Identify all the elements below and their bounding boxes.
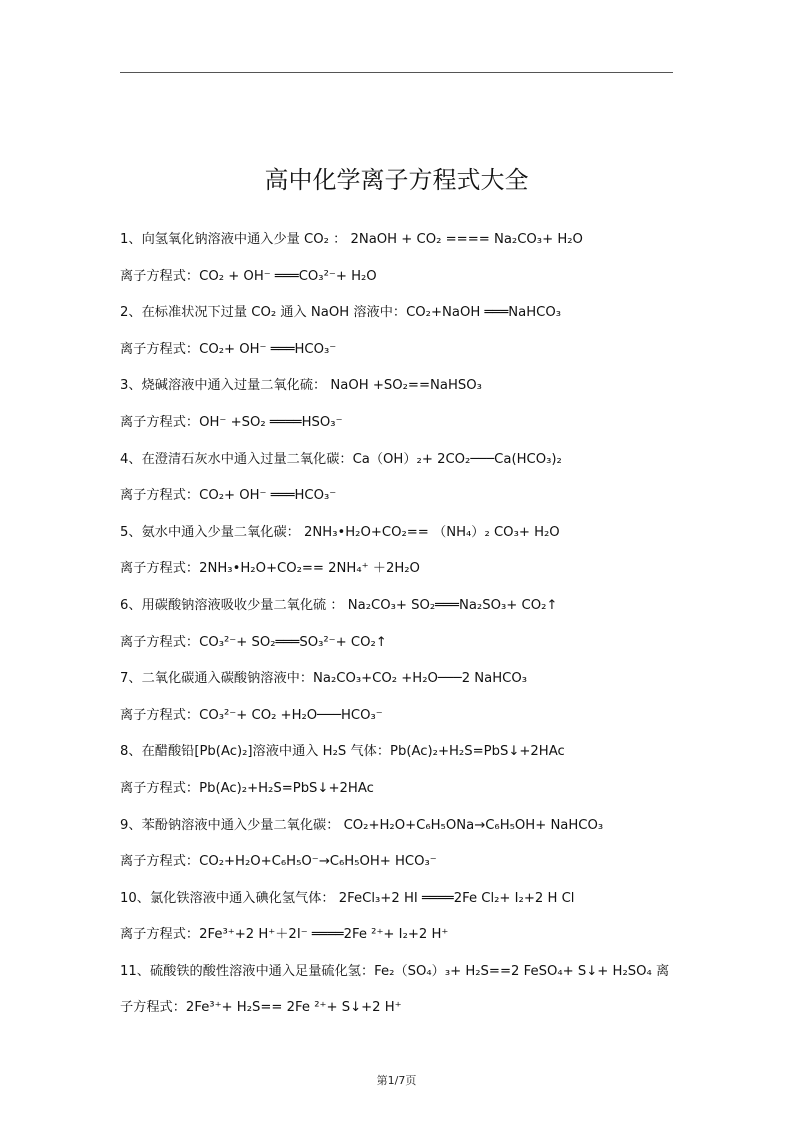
text-line-8: 离子方程式：CO₂+ OH⁻ ═══HCO₃⁻ bbox=[120, 488, 337, 504]
text-line-16: 离子方程式：Pb(Ac)₂+H₂S=PbS↓+2HAc bbox=[120, 780, 374, 796]
page-title: 高中化学离子方程式大全 bbox=[264, 166, 529, 194]
text-line-1: 1、向氢氧化钠溶液中通入少量 CO₂ ： 2NaOH + CO₂ ==== Na₂CO₃+ H₂O bbox=[120, 232, 583, 247]
text-line-10: 离子方程式：2NH₃•H₂O+CO₂== 2NH₄⁺ ＋2H₂O bbox=[120, 561, 420, 577]
text-line-15: 8、在醋酸铅[Pb(Ac)₂]溶液中通入 H₂S 气体：Pb(Ac)₂+H₂S=PbS↓+2HAc bbox=[120, 744, 565, 760]
text-line-3: 2、在标准状况下过量 CO₂ 通入 NaOH 溶液中：CO₂+NaOH ═══NaHCO₃ bbox=[120, 305, 562, 321]
text-line-5: 3、烧碱溶液中通入过量二氧化硫： NaOH +SO₂==NaHSO₃ bbox=[120, 378, 482, 394]
equation-list bbox=[120, 228, 680, 1033]
text-line-21: 11、硫酸铁的酸性溶液中通入足量硫化氢：Fe₂（SO₄）₃+ H₂S==2 FeSO₄+ S↓+ H₂SO₄ 离 bbox=[120, 963, 670, 979]
text-line-7: 4、在澄清石灰水中通入过量二氧化碳：Ca（OH）₂+ 2CO₂───Ca(HCO₃)₂ bbox=[120, 451, 562, 467]
text-line-22: 子方程式：2Fe³⁺+ H₂S== 2Fe ²⁺+ S↓+2 H⁺ bbox=[120, 1000, 402, 1016]
text-line-20: 离子方程式：2Fe³⁺+2 H⁺＋2I⁻ ════2Fe ²⁺+ I₂+2 H⁺ bbox=[120, 927, 449, 943]
text-line-19: 10、氯化铁溶液中通入碘化氢气体： 2FeCl₃+2 HI ════2Fe Cl₂+ I₂+2 H Cl bbox=[120, 890, 575, 906]
text-line-14: 离子方程式：CO₃²⁻+ CO₂ +H₂O───HCO₃⁻ bbox=[120, 707, 383, 723]
text-line-11: 6、用碳酸钠溶液吸收少量二氧化硫 ： Na₂CO₃+ SO₂═══Na₂SO₃+ CO₂↑ bbox=[120, 597, 558, 613]
text-line-18: 离子方程式：CO₂+H₂O+C₆H₅O⁻→C₆H₅OH+ HCO₃⁻ bbox=[120, 854, 437, 870]
text-line-6: 离子方程式：OH⁻ +SO₂ ════HSO₃⁻ bbox=[120, 414, 343, 430]
text-line-9: 5、氨水中通入少量二氧化碳： 2NH₃•H₂O+CO₂== （NH₄）₂ CO₃+ H₂O bbox=[120, 524, 560, 540]
text-line-13: 7、二氧化碳通入碳酸钠溶液中：Na₂CO₃+CO₂ +H₂O───2 NaHCO₃ bbox=[120, 671, 528, 687]
text-line-17: 9、苯酚钠溶液中通入少量二氧化碳： CO₂+H₂O+C₆H₅ONa→C₆H₅OH+ NaHCO₃ bbox=[120, 817, 604, 833]
text-line-12: 离子方程式：CO₃²⁻+ SO₂═══SO₃²⁻+ CO₂↑ bbox=[120, 634, 387, 650]
text-line-4: 离子方程式：CO₂+ OH⁻ ═══HCO₃⁻ bbox=[120, 341, 337, 357]
text-line-2: 离子方程式：CO₂ + OH⁻ ═══CO₃²⁻+ H₂O bbox=[120, 268, 377, 284]
header-rule bbox=[120, 72, 673, 73]
page-number: 第1/7页 bbox=[376, 1074, 417, 1087]
